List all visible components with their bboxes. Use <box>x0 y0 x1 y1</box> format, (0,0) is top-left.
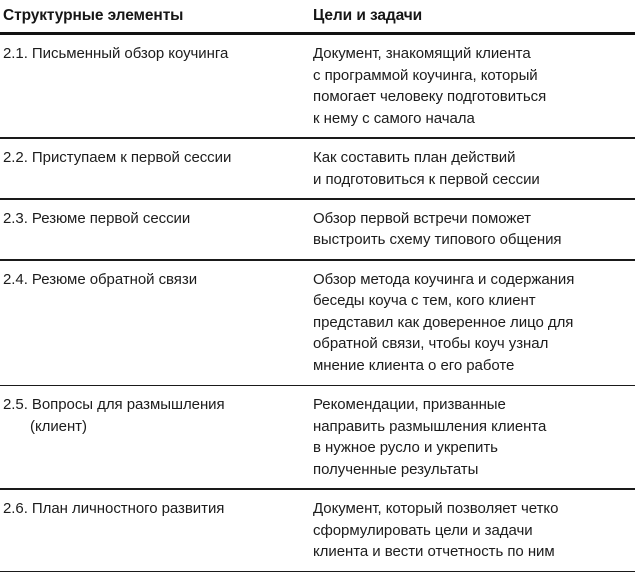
cell-goals-and-tasks <box>313 147 635 190</box>
cell-goals-and-tasks <box>313 498 635 563</box>
cell-structural-element <box>0 147 313 169</box>
cell-text-line: полученные результаты <box>313 460 479 478</box>
table-body <box>0 35 635 572</box>
column-header-goals-and-tasks: Цели и задачи <box>313 7 423 24</box>
cell-text-line: мнение клиента о его работе <box>313 356 515 374</box>
cell-text-line: Обзор первой встречи поможет <box>313 209 532 227</box>
cell-structural-element <box>0 208 313 230</box>
cell-goals-and-tasks <box>313 394 635 480</box>
table-row <box>0 490 635 571</box>
cell-text-line: к нему с самого начала <box>313 109 475 127</box>
cell-text-line: Обзор метода коучинга и содержания <box>313 270 575 288</box>
cell-text-line: Как составить план действий <box>313 148 516 166</box>
cell-structural-element <box>0 394 313 437</box>
cell-text-line: представил как доверенное лицо для <box>313 313 574 331</box>
cell-text-line: выстроить схему типового общения <box>313 231 562 249</box>
cell-text-line: Документ, знакомящий клиента <box>313 45 531 62</box>
cell-text-line: беседы коуча с тем, кого клиент <box>313 292 536 310</box>
table-row <box>0 139 635 198</box>
table-header-row <box>0 0 635 32</box>
cell-text-line: 2.1. Письменный обзор коучинга <box>3 45 229 62</box>
cell-structural-element <box>0 498 313 520</box>
table-row <box>0 200 635 259</box>
cell-text-line: 2.2. Приступаем к первой сессии <box>3 148 232 166</box>
cell-goals-and-tasks <box>313 43 635 129</box>
cell-text-line: направить размышления клиента <box>313 417 547 435</box>
cell-text-line: помогает человеку подготовиться <box>313 88 547 106</box>
cell-text-line: (клиент) <box>30 417 87 435</box>
cell-text-line: Рекомендации, призванные <box>313 396 506 414</box>
cell-text-line: в нужное русло и укрепить <box>313 439 498 457</box>
column-header-structural-elements: Структурные элементы <box>3 7 184 24</box>
cell-text-line: обратной связи, чтобы коуч узнал <box>313 335 549 353</box>
table-row <box>0 386 635 488</box>
cell-goals-and-tasks <box>313 269 635 377</box>
cell-text-line: 2.6. План личностного развития <box>3 500 225 518</box>
cell-text-line: и подготовиться к первой сессии <box>313 170 540 188</box>
cell-text-line: Документ, который позволяет четко <box>313 500 559 518</box>
cell-text-line: клиента и вести отчетность по ним <box>313 543 555 561</box>
cell-structural-element <box>0 269 313 291</box>
cell-text-line: 2.5. Вопросы для размышления <box>3 396 225 414</box>
cell-text-line: 2.4. Резюме обратной связи <box>3 270 198 288</box>
cell-text-line: с программой коучинга, который <box>313 66 538 84</box>
cell-text-line: сформулировать цели и задачи <box>313 521 533 539</box>
cell-structural-element <box>0 43 313 65</box>
table-row <box>0 261 635 385</box>
table-row <box>0 35 635 137</box>
cell-goals-and-tasks <box>313 208 635 251</box>
cell-text-line: 2.3. Резюме первой сессии <box>3 209 191 227</box>
